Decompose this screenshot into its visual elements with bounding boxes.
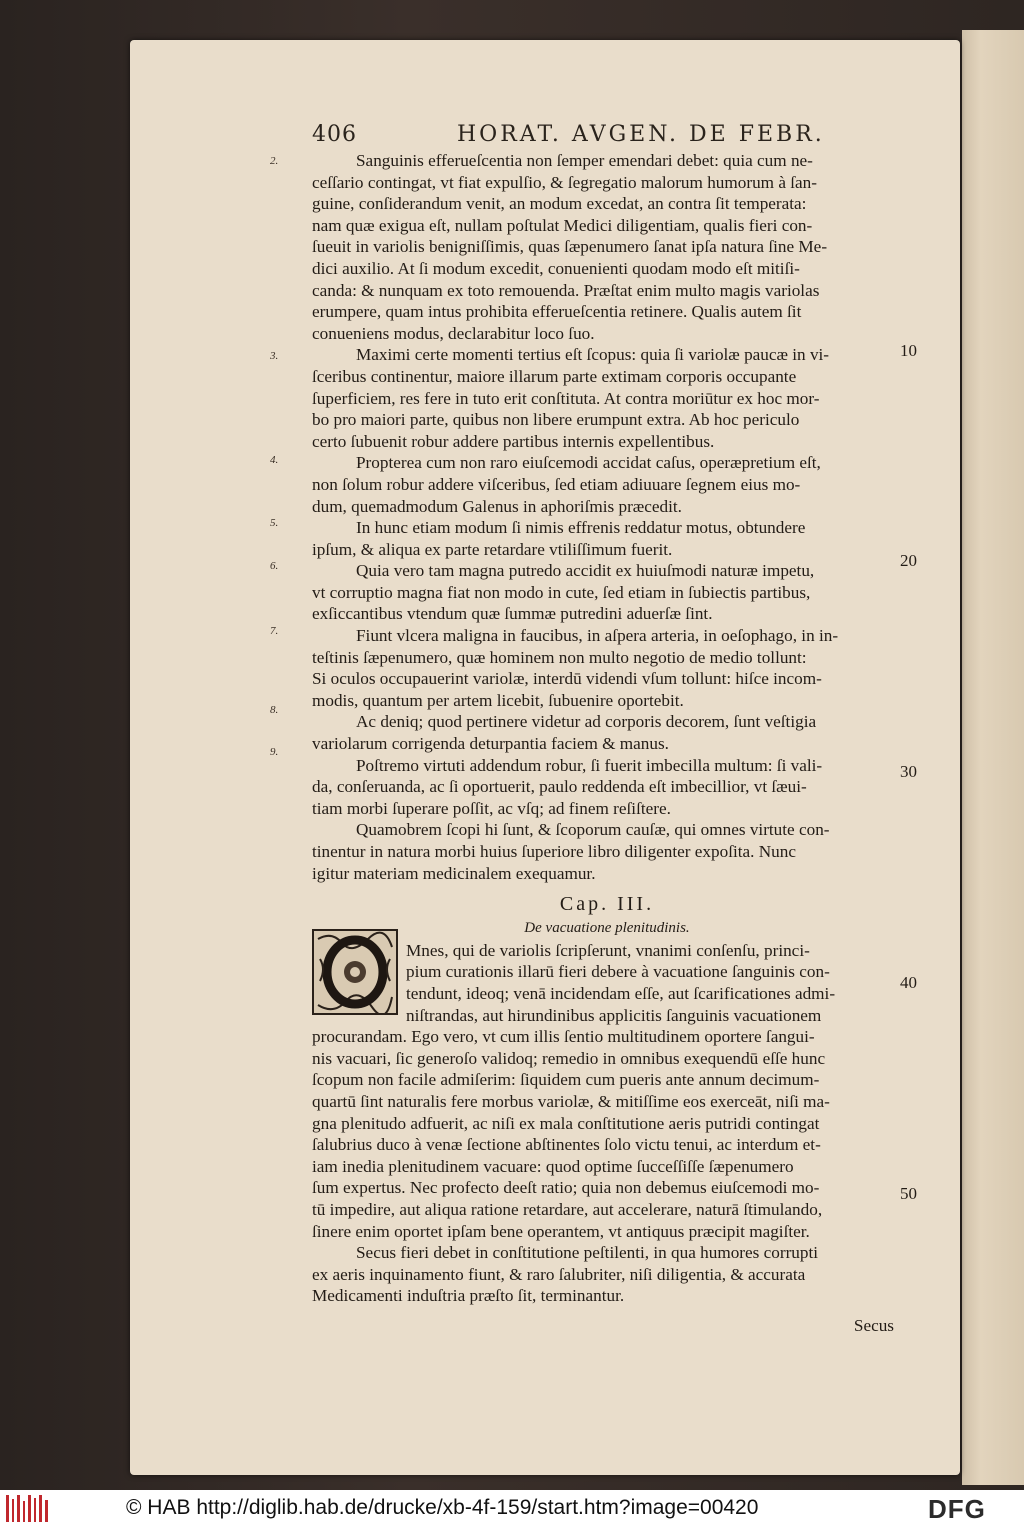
text-line: da, conſeruanda, ac ſi oportuerit, paulo reddenda eſt imbecillior, vt ſæui- bbox=[312, 777, 807, 797]
margin-number: 4. bbox=[270, 454, 279, 466]
margin-number: 2. bbox=[270, 155, 279, 167]
line-number: 40 bbox=[900, 973, 917, 992]
main-text bbox=[312, 150, 902, 1336]
text-line: Mnes, qui de variolis ſcripſerunt, vnanimi conſenſu, princi- bbox=[406, 940, 810, 960]
line-number: 10 bbox=[900, 341, 917, 360]
text-line: nam quæ exigua eſt, nullam poſtulat Medici diligentiam, qualis fieri con- bbox=[312, 215, 813, 235]
text-line: ſuperficiem, res fere in tuto erit conſtituta. At contra moriūtur ex hoc mor- bbox=[312, 388, 820, 408]
text-line: iam inedia plenitudinem vacuare: quod optime ſucceſſiſſe ſæpenumero bbox=[312, 1156, 794, 1176]
line-number: 50 bbox=[900, 1184, 917, 1203]
text-line: Ac deniq; quod pertinere videtur ad corporis decorem, ſunt veſtigia bbox=[356, 712, 817, 732]
line-number: 20 bbox=[900, 551, 917, 570]
text-line: certo ſubuenit robur addere partibus internis expellentibus. bbox=[312, 431, 715, 451]
line-number: 30 bbox=[900, 762, 917, 781]
text-line: Medicamenti induſtria præſto ſit, terminantur. bbox=[312, 1286, 625, 1306]
text-line: Secus fieri debet in conſtitutione peſtilenti, in qua humores corrupti bbox=[356, 1243, 819, 1263]
text-line: Fiunt vlcera maligna in faucibus, in aſpera arteria, in oeſophago, in in- bbox=[356, 626, 839, 646]
facing-page-edge bbox=[962, 30, 1024, 1485]
text-line: ipſum, & aliqua ex parte retardare vtiliſſimum fuerit. bbox=[312, 539, 673, 559]
text-line: dum, quemadmodum Galenus in aphoriſmis præcedit. bbox=[312, 496, 682, 516]
text-line: vt corruptio magna fiat non modo in cute, ſed etiam in ſubiectis partibus, bbox=[312, 582, 811, 602]
text-line: bo pro maiori parte, quibus non libere erumpunt extra. Ab hoc periculo bbox=[312, 410, 800, 430]
page-number: 406 bbox=[312, 122, 357, 147]
text-line: modis, quantum per artem licebit, ſubuenire oportebit. bbox=[312, 690, 684, 710]
text-line: tinentur in natura morbi huius ſuperiore libro diligenter expoſita. Nunc bbox=[312, 842, 796, 861]
text-line: guine, conſiderandum venit, an modum excedat, an contra ſit temperata: bbox=[312, 194, 807, 214]
text-line: dici auxilio. At ſi modum excedit, conuenienti quodam modo eſt mitiſi- bbox=[312, 258, 800, 278]
running-header bbox=[312, 120, 892, 150]
text-line: ſalubrius duco à venæ ſectione abſtinentes ſolo victu tenui, ac interdum et- bbox=[312, 1135, 821, 1155]
text-line: tiam morbi ſuperare poſſit, ac vſq; ad finem reſiſtere. bbox=[312, 798, 671, 818]
text-line: Sanguinis efferueſcentia non ſemper emendari debet: quia cum ne- bbox=[356, 151, 813, 170]
chapter-heading: Cap. III. bbox=[559, 893, 655, 916]
text-line: Quamobrem ſcopi hi ſunt, & ſcoporum cauſæ, qui omnes virtute con- bbox=[356, 820, 830, 840]
text-line: In hunc etiam modum ſi nimis effrenis reddatur motus, obtundere bbox=[356, 518, 806, 538]
margin-number: 6. bbox=[270, 560, 279, 572]
text-line: non ſolum robur addere viſceribus, ſed etiam adiuuare ſegnem eius mo- bbox=[312, 474, 801, 494]
text-line: canda: & nunquam ex toto remouenda. Præſtat enim multo magis variolas bbox=[312, 280, 820, 300]
text-line: ſcopum non facile admiſerim: ſiquidem cum pueris ante annum decimum- bbox=[312, 1070, 820, 1090]
text-line: quartū ſint naturalis fere morbus variolæ, & mitiſſime eos exerceāt, niſi ma- bbox=[312, 1091, 830, 1111]
text-line: variolarum corrigenda deturpantia faciem & manus. bbox=[312, 734, 669, 754]
copyright-link[interactable]: © HAB http://diglib.hab.de/drucke/xb-4f-159/start.htm?image=00420 bbox=[126, 1496, 759, 1519]
text-line: Propterea cum non raro eiuſcemodi accidat caſus, operæpretium eſt, bbox=[356, 453, 821, 473]
text-line: niſtrandas, aut hirundinibus applicitis ſanguinis vacuationem bbox=[406, 1005, 822, 1025]
text-line: igitur materiam medicinalem exequamur. bbox=[312, 863, 596, 883]
margin-number: 9. bbox=[270, 746, 279, 758]
text-line: tū impedire, aut aliqua ratione retardare, aut accelerare, naturā ſtimulando, bbox=[312, 1199, 823, 1219]
text-line: ſum expertus. Nec profecto deeſt ratio; quia non debemus eiuſcemodi mo- bbox=[312, 1178, 820, 1198]
margin-number: 3. bbox=[270, 350, 279, 362]
text-line: Si oculos occupauerint variolæ, interdū videndi vſum tollunt: hiſce incom- bbox=[312, 669, 822, 689]
dfg-logo: DFG bbox=[928, 1494, 986, 1524]
text-line: ſinere enim oportet ipſam bene operantem, vt antiquus præcipit magiſter. bbox=[312, 1221, 810, 1241]
text-line: Poſtremo virtuti addendum robur, ſi fuerit imbecilla multum: ſi vali- bbox=[356, 755, 823, 775]
footer-bar bbox=[0, 1490, 1024, 1527]
barcode-logo-icon bbox=[6, 1495, 50, 1522]
text-line: ex aeris inquinamento fiunt, & raro ſalubriter, niſi diligentia, & accurata bbox=[312, 1264, 806, 1284]
text-line: pium curationis illarū fieri debere à vacuatione ſanguinis con- bbox=[406, 962, 830, 982]
text-line: teſtinis ſæpenumero, quæ hominem non multo negotio de medio tollunt: bbox=[312, 647, 807, 667]
margin-number: 5. bbox=[270, 517, 279, 529]
margin-number: 8. bbox=[270, 704, 279, 716]
text-line: procurandam. Ego vero, vt cum illis ſentio multitudinem oportere ſangui- bbox=[312, 1027, 815, 1047]
text-line: erumpere, quam intus prohibita efferueſcentia retinere. Qualis autem ſit bbox=[312, 302, 802, 322]
running-title: HORAT. AVGEN. DE FEBR. bbox=[457, 122, 825, 147]
text-line: ſceribus continentur, maiore illarum parte extimam corporis occupante bbox=[312, 366, 797, 386]
text-line: ceſſario contingat, vt fiat expulſio, & ſegregatio malorum humorum à ſan- bbox=[312, 172, 817, 192]
text-line: gna plenitudo adfuerit, ac niſi ex mala conſtitutione aeris putridi contingat bbox=[312, 1113, 820, 1133]
text-line: Quia vero tam magna putredo accidit ex huiuſmodi naturæ impetu, bbox=[356, 561, 815, 581]
margin-number: 7. bbox=[270, 625, 279, 637]
text-line: ſueuit in variolis benigniſſimis, quas ſæpenumero ſanat ipſa natura ſine Me- bbox=[312, 237, 828, 257]
text-line: conueniens modus, declarabitur loco ſuo. bbox=[312, 323, 595, 343]
catchword: Secus bbox=[853, 1315, 894, 1335]
text-line: nis vacuari, ſic generoſo validoq; remedio in omnibus exequendū eſſe hunc bbox=[312, 1048, 826, 1068]
text-line: exſiccantibus vtendum quæ ſummæ putredini aduerſæ ſint. bbox=[312, 604, 713, 624]
text-line: Maximi certe momenti tertius eſt ſcopus: quia ſi variolæ paucæ in vi- bbox=[356, 345, 830, 365]
chapter-subtitle: De vacuatione plenitudinis. bbox=[524, 920, 690, 937]
text-line: tendunt, ideoq; venā incidendam eſſe, aut ſcarificationes admi- bbox=[406, 983, 836, 1003]
